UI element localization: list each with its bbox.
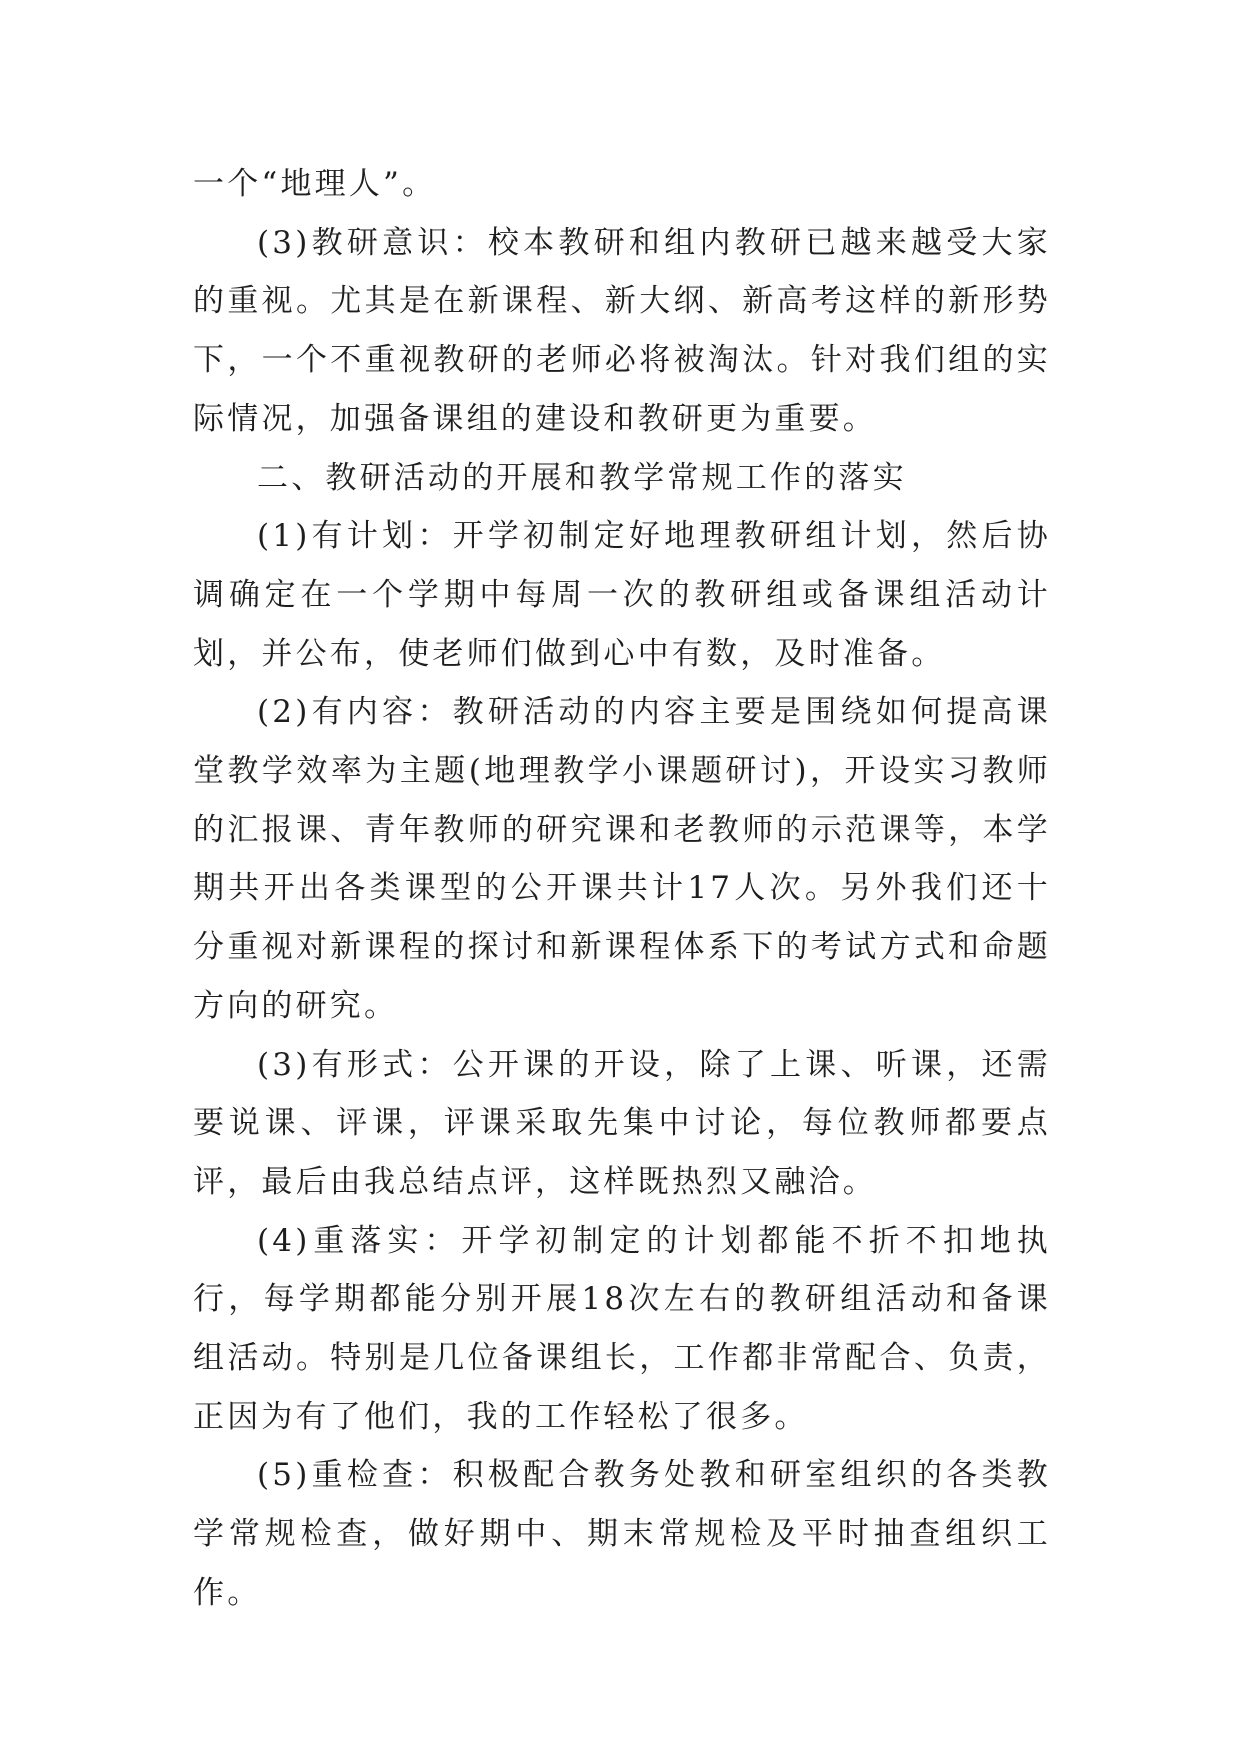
paragraph-implementation: (4)重落实：开学初制定的计划都能不折不扣地执行，每学期都能分别开展18次左右的教研组活动和备课组活动。特别是几位备课组长，工作都非常配合、负责，正因为有了他们，我的工作轻松了很多。	[193, 1222, 1051, 1435]
document-body	[193, 155, 1051, 1623]
paragraph-continuation: 一个“地理人”。	[193, 166, 437, 202]
paragraph-inspection: (5)重检查：积极配合教务处教和研室组织的各类教学常规检查，做好期中、期末常规检及平时抽查组织工作。	[193, 1457, 1051, 1611]
paragraph-planning: (1)有计划：开学初制定好地理教研组计划，然后协调确定在一个学期中每周一次的教研组或备课组活动计划，并公布，使老师们做到心中有数，及时准备。	[193, 518, 1051, 672]
paragraph-research-awareness: (3)教研意识：校本教研和组内教研已越来越受大家的重视。尤其是在新课程、新大纲、新高考这样的新形势下，一个不重视教研的老师必将被淘汰。针对我们组的实际情况，加强备课组的建设和教研更为重要。	[193, 224, 1051, 437]
paragraph-content: (2)有内容：教研活动的内容主要是围绕如何提高课堂教学效率为主题(地理教学小课题研讨)，开设实习教师的汇报课、青年教师的研究课和老教师的示范课等，本学期共开出各类课型的公开课共计17人次。另外我们还十分重视对新课程的探讨和新课程体系下的考试方式和命题方向的研究。	[193, 694, 1051, 1024]
paragraph-form: (3)有形式：公开课的开设，除了上课、听课，还需要说课、评课，评课采取先集中讨论，每位教师都要点评，最后由我总结点评，这样既热烈又融洽。	[193, 1046, 1051, 1200]
section-heading: 二、教研活动的开展和教学常规工作的落实	[257, 459, 907, 496]
